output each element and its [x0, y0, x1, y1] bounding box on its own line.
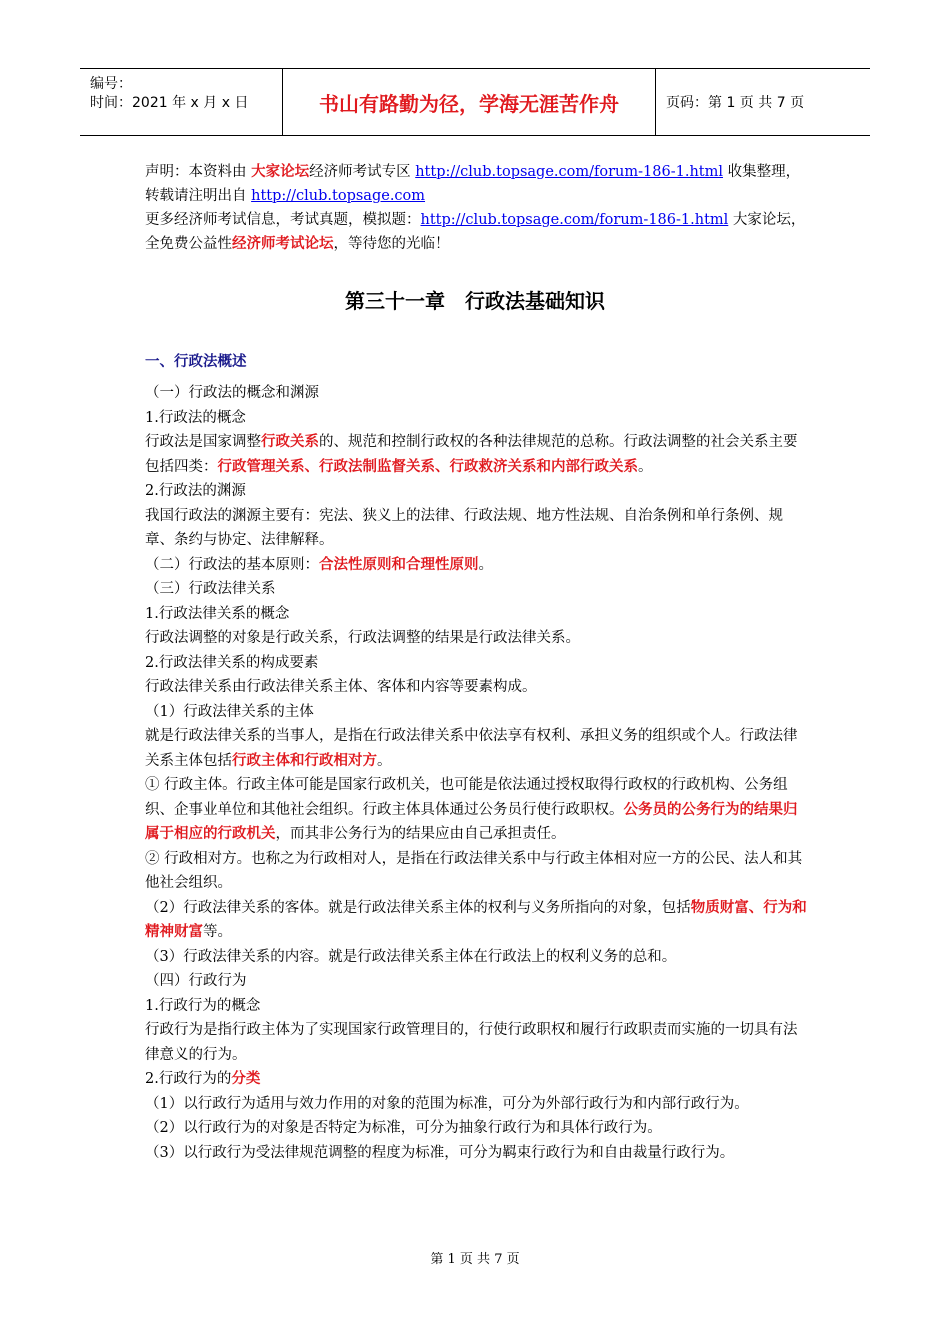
paragraph: （2）以行政行为的对象是否特定为标准，可分为抽象行政行为和具体行政行为。 — [145, 1120, 662, 1136]
page-footer: 第 1 页 共 7 页 — [430, 1252, 520, 1267]
paragraph — [145, 724, 810, 773]
notice-text: 收集整理，转载请注明出自 — [145, 164, 801, 204]
highlight: 分类 — [231, 1070, 261, 1087]
subheading: 1.行政行为的概念 — [145, 997, 261, 1014]
forum-link[interactable]: http://club.topsage.com/forum-186-1.html — [415, 164, 723, 180]
paragraph: 我国行政法的渊源主要有：宪法、狭义上的法律、行政法规、地方性法规、自治条例和单行条例、规章、条约与协定、法律解释。 — [145, 507, 783, 548]
paragraph: 行政法律关系由行政法律关系主体、客体和内容等要素构成。 — [145, 679, 537, 695]
subheading: 1.行政法律关系的概念 — [145, 605, 290, 622]
notice-text: 更多经济师考试信息，考试真题，模拟题： — [145, 212, 421, 228]
forum-link-2[interactable]: http://club.topsage.com/forum-186-1.html — [420, 212, 729, 228]
paragraph — [145, 553, 810, 578]
paragraph: 行政法调整的对象是行政关系，行政法调整的结果是行政法律关系。 — [145, 630, 580, 646]
page-label: 页码：第 1 页 共 7 页 — [666, 95, 805, 111]
motto: 书山有路勤为径，学海无涯苦作舟 — [319, 91, 619, 116]
subheading: 2.行政法的渊源 — [145, 483, 246, 499]
highlight: 行政关系 — [261, 433, 319, 450]
document-header — [80, 68, 870, 136]
text: ，而其非公务行为的结果应由自己承担责任。 — [275, 826, 566, 842]
text: （二）行政法的基本原则： — [145, 556, 319, 573]
section-heading: 一、行政法概述 — [145, 354, 247, 370]
paragraph: （3）行政法律关系的内容。就是行政法律关系主体在行政法上的权利义务的总和。 — [145, 948, 677, 965]
document-body — [145, 381, 810, 1165]
header-motto-cell — [283, 69, 656, 135]
paragraph: 行政行为是指行政主体为了实现国家行政管理目的，行使行政职权和履行行政职责而实施的一切具有法律意义的行为。 — [145, 1022, 798, 1063]
text: 就是行政法律关系的当事人，是指在行政法律关系中依法享有权利、承担义务的组织或个人。行政法律关系主体包括 — [145, 728, 798, 769]
text: 的、规范和控制行政权的各种法律规范的总称。行政法调整的社会关系主要包括四类： — [145, 434, 798, 475]
notice-text: 大家论坛，全免费公益性 — [145, 212, 806, 252]
paragraph: （3）以行政行为受法律规范调整的程度为标准，可分为羁束行政行为和自由裁量行政行为。 — [145, 1144, 735, 1161]
notice-text: 声明：本资料由 — [145, 164, 252, 180]
chapter-title: 第三十一章 行政法基础知识 — [345, 289, 605, 313]
highlight: 物质财富、行为和精神财富 — [145, 898, 807, 940]
paragraph — [145, 773, 810, 847]
text: 。 — [377, 752, 392, 769]
text: （2）行政法律关系的客体。就是行政法律关系主体的权利与义务所指向的对象，包括 — [145, 899, 691, 916]
site-link[interactable]: http://club.topsage.com — [251, 188, 426, 204]
notice — [145, 160, 810, 256]
subheading: （四）行政行为 — [145, 973, 247, 989]
header-meta-cell — [80, 69, 283, 135]
number-label: 编号： — [90, 76, 132, 92]
notice-paragraph-2 — [145, 208, 810, 256]
notice-text: 经济师考试专区 — [309, 164, 416, 180]
subheading: 1.行政法的概念 — [145, 409, 246, 426]
text: 行政法是国家调整 — [145, 434, 261, 450]
notice-paragraph-1 — [145, 160, 810, 208]
header-page-cell — [656, 69, 870, 135]
paragraph — [145, 896, 810, 945]
time-label: 时间：2021 年 x 月 x 日 — [90, 95, 249, 111]
paragraph — [145, 430, 810, 479]
highlight: 行政主体和行政相对方 — [232, 751, 377, 769]
notice-text: ，等待您的光临！ — [333, 236, 450, 252]
forum-name: 大家论坛 — [251, 163, 310, 180]
subheading: （1）行政法律关系的主体 — [145, 703, 314, 720]
highlight: 合法性原则和合理性原则 — [319, 555, 479, 573]
text: 2.行政行为的 — [145, 1071, 232, 1087]
highlight: 公务员的公务行为的结果归属于相应的行政机关 — [145, 800, 798, 842]
text: ① 行政主体。行政主体可能是国家行政机关，也可能是依法通过授权取得行政权的行政机构、公务组织、企事业单位和其他社会组织。行政主体具体通过公务员行使行政职权。 — [145, 777, 788, 818]
subheading: （三）行政法律关系 — [145, 581, 276, 597]
highlight: 行政管理关系、行政法制监督关系、行政救济关系和内部行政关系 — [217, 457, 638, 475]
paragraph: ② 行政相对方。也称之为行政相对人，是指在行政法律关系中与行政主体相对应一方的公民、法人和其他社会组织。 — [145, 850, 803, 891]
exam-forum-name: 经济师考试论坛 — [232, 235, 334, 252]
subheading: （一）行政法的概念和渊源 — [145, 385, 319, 401]
subheading: 2.行政法律关系的构成要素 — [145, 654, 319, 671]
text: 等。 — [203, 924, 232, 940]
text: 。 — [638, 458, 653, 475]
subheading — [145, 1067, 810, 1092]
text: 。 — [478, 556, 493, 573]
paragraph: （1）以行政行为适用与效力作用的对象的范围为标准，可分为外部行政行为和内部行政行为。 — [145, 1095, 749, 1112]
